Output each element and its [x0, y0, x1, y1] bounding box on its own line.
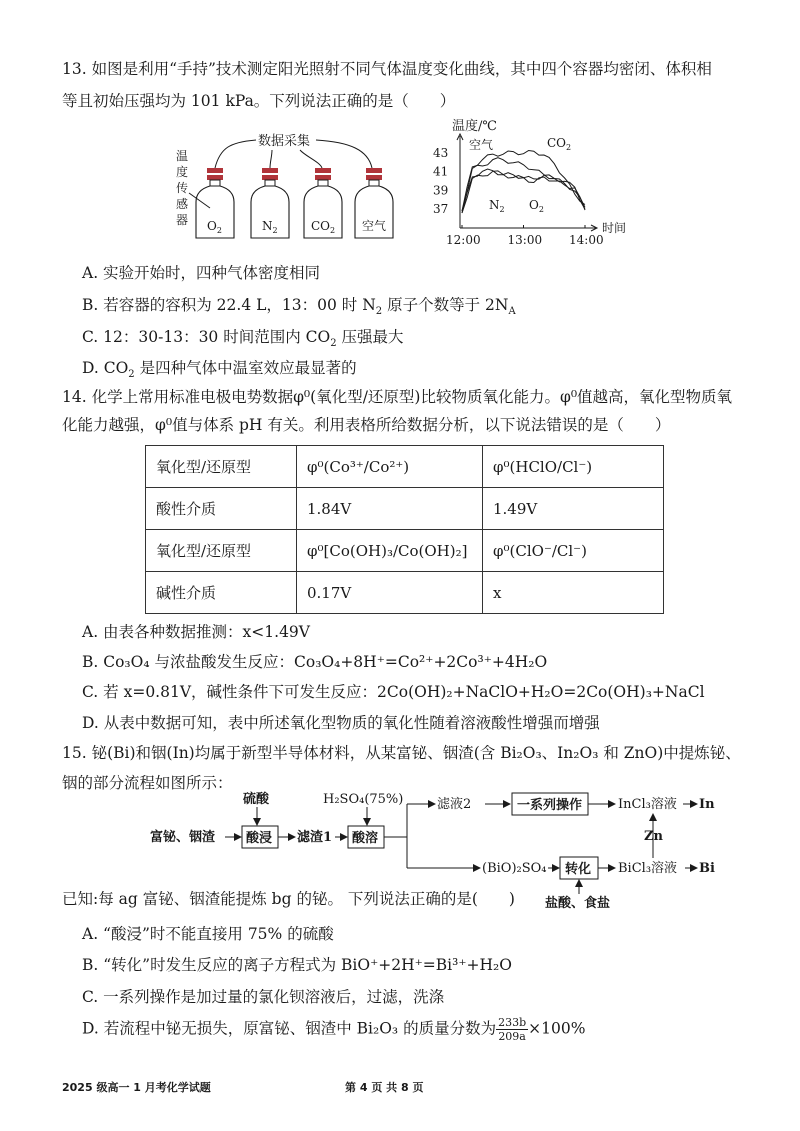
q15-option-c: C. 一系列操作是加过量的氯化钡溶液后，过滤，洗涤 — [82, 988, 445, 1006]
q13-option-b: B. 若容器的容积为 22.4 L，13：00 时 $N_2$ 原子个数等于 $2N_A$ — [82, 296, 516, 318]
svg-text:温: 温 — [176, 149, 189, 163]
svg-text:O2: $O_2$ — [207, 219, 222, 235]
svg-text:感: 感 — [176, 197, 189, 211]
flow-leach: 酸浸 — [246, 831, 273, 846]
table-cell: 氧化型/还原型 — [146, 446, 297, 488]
wire-o2 — [215, 140, 256, 168]
flow-in: In — [699, 797, 715, 812]
wire-n2 — [270, 150, 272, 168]
sensor-label — [176, 149, 188, 227]
bottle-n2 — [251, 168, 289, 238]
q15-stem-line1: 15. 铋(Bi)和铟(In)均属于新型半导体材料，从某富铋、铟渣(含 Bi₂O₃、In₂O₃ 和 ZnO)中提炼铋、 — [62, 744, 741, 762]
flow-ops: 一系列操作 — [517, 798, 583, 813]
flow-sulfuric: 硫酸 — [243, 792, 270, 807]
table-cell: φ⁰(ClO⁻/Cl⁻) — [483, 530, 664, 572]
y-tick-label: 39 — [433, 183, 449, 198]
table-cell: 1.84V — [297, 488, 483, 530]
q15-stem-line2: 铟的部分流程如图所示： — [62, 774, 233, 792]
q15-known: 已知:每 ag 富铋、铟渣能提炼 bg 的铋。 下列说法正确的是( ) — [62, 890, 515, 908]
table-cell: φ⁰(Co³⁺/Co²⁺) — [297, 446, 483, 488]
q14-option-a: A. 由表各种数据推测：x<1.49V — [82, 623, 310, 641]
q13-option-d: D. $CO_2$ 是四种气体中温室效应最显著的 — [82, 359, 357, 381]
table-cell: φ⁰(HClO/Cl⁻) — [483, 446, 664, 488]
bottle-o2 — [196, 168, 234, 238]
wire-air — [316, 140, 372, 168]
chart-xlabel: 时间 — [602, 221, 627, 235]
footer-exam-title: 2025 级高一 1 月考化学试题 — [62, 1081, 211, 1094]
q15-option-a: A. “酸浸”时不能直接用 75% 的硫酸 — [82, 925, 334, 943]
q13-stem-line1: 13. 如图是利用“手持”技术测定阳光照射不同气体温度变化曲线，其中四个容器均密闭、体积相 — [62, 60, 712, 78]
q14-option-d: D. 从表中数据可知，表中所述氧化型物质的氧化性随着溶液酸性增强而增强 — [82, 714, 600, 732]
flow-bio-so4: (BiO)₂SO₄ — [482, 861, 547, 876]
gas-apparatus-diagram — [160, 128, 420, 248]
table-row — [146, 530, 664, 572]
series-label-air: 空气 — [469, 138, 494, 152]
svg-text:度: 度 — [176, 165, 189, 179]
q13-option-a: A. 实验开始时，四种气体密度相同 — [82, 264, 321, 282]
flow-residue1: 滤渣1 — [297, 830, 333, 845]
x-tick-label: 12:00 — [446, 233, 481, 247]
x-tick-label: 13:00 — [507, 233, 543, 247]
table-cell: φ⁰[Co(OH)₃/Co(OH)₂] — [297, 530, 483, 572]
table-cell: x — [483, 572, 664, 614]
svg-text:空气: 空气 — [362, 219, 387, 233]
bottle-co2 — [304, 168, 342, 238]
table-row — [146, 572, 664, 614]
chart-ylabel: 温度/℃ — [452, 119, 497, 134]
flow-convert: 转化 — [565, 862, 592, 877]
q14-stem-line1: 14. 化学上常用标准电极电势数据φ⁰(氧化型/还原型)比较物质氧化能力。φ⁰值越高，氧化型物质氧 — [62, 388, 733, 406]
flow-incl3: InCl₃溶液 — [618, 797, 677, 812]
series-label-n2: $N_2$ — [489, 198, 505, 214]
table-row — [146, 446, 664, 488]
flow-feed: 富铋、铟渣 — [150, 830, 216, 845]
q14-option-b: B. Co₃O₄ 与浓盐酸发生反应：Co₃O₄+8H⁺=Co²⁺+2Co³⁺+4H₂O — [82, 653, 548, 671]
flow-acid-dissolve: 酸溶 — [352, 831, 379, 846]
series-line-1 — [462, 158, 585, 211]
flow-filtrate2: 滤液2 — [437, 797, 472, 812]
q13-option-c: C. 12：30-13：30 时间范围内 $CO_2$ 压强最大 — [82, 328, 404, 350]
footer-page-number: 第 4 页 共 8 页 — [345, 1081, 424, 1094]
table-row — [146, 488, 664, 530]
series-label-co2: $CO_2$ — [547, 136, 572, 152]
flow-bi: Bi — [699, 861, 715, 876]
wire-co2 — [300, 150, 322, 168]
series-line-0 — [462, 151, 585, 212]
q14-stem-line2: 化能力越强，φ⁰值与体系 pH 有关。利用表格所给数据分析，以下说法错误的是（ ） — [62, 416, 671, 434]
y-tick-label: 41 — [433, 164, 449, 179]
mass-fraction: $\frac{233b}{209a}$ — [498, 1016, 527, 1043]
svg-text:传: 传 — [176, 181, 189, 195]
flow-zn: Zn — [644, 829, 663, 844]
series-line-3 — [462, 171, 585, 213]
y-tick-label: 37 — [433, 202, 449, 217]
y-tick-label: 43 — [433, 145, 449, 160]
flow-bicl3: BiCl₃溶液 — [618, 861, 678, 876]
q13-stem-line2: 等且初始压强均为 101 kPa。下列说法正确的是（ ） — [62, 92, 456, 110]
flow-hcl-salt: 盐酸、食盐 — [545, 896, 611, 910]
svg-text:器: 器 — [176, 213, 189, 227]
series-label-o2: $O_2$ — [529, 198, 544, 214]
q15-option-b: B. “转化”时发生反应的离子方程式为 BiO⁺+2H⁺=Bi³⁺+H₂O — [82, 956, 512, 974]
q15-option-d: D. 若流程中铋无损失，原富铋、铟渣中 Bi₂O₃ 的质量分数为 $\frac{233b}{209a}$ ×100% — [82, 1016, 586, 1043]
collector-label: 数据采集 — [258, 134, 311, 149]
potential-table — [145, 445, 664, 614]
flow-h2so4: H₂SO₄(75%) — [323, 792, 404, 807]
q14-option-c: C. 若 x=0.81V，碱性条件下可发生反应：2Co(OH)₂+NaClO+H₂O=2Co(OH)₃+NaCl — [82, 683, 705, 701]
table-cell: 1.49V — [483, 488, 664, 530]
temperature-chart — [425, 116, 645, 252]
table-cell: 酸性介质 — [146, 488, 297, 530]
table-cell: 0.17V — [297, 572, 483, 614]
svg-text:N2: $N_2$ — [262, 219, 278, 235]
svg-text:CO2: $CO_2$ — [311, 219, 336, 235]
table-cell: 氧化型/还原型 — [146, 530, 297, 572]
table-cell: 碱性介质 — [146, 572, 297, 614]
x-tick-label: 14:00 — [569, 233, 604, 247]
bottle-air — [355, 168, 393, 238]
